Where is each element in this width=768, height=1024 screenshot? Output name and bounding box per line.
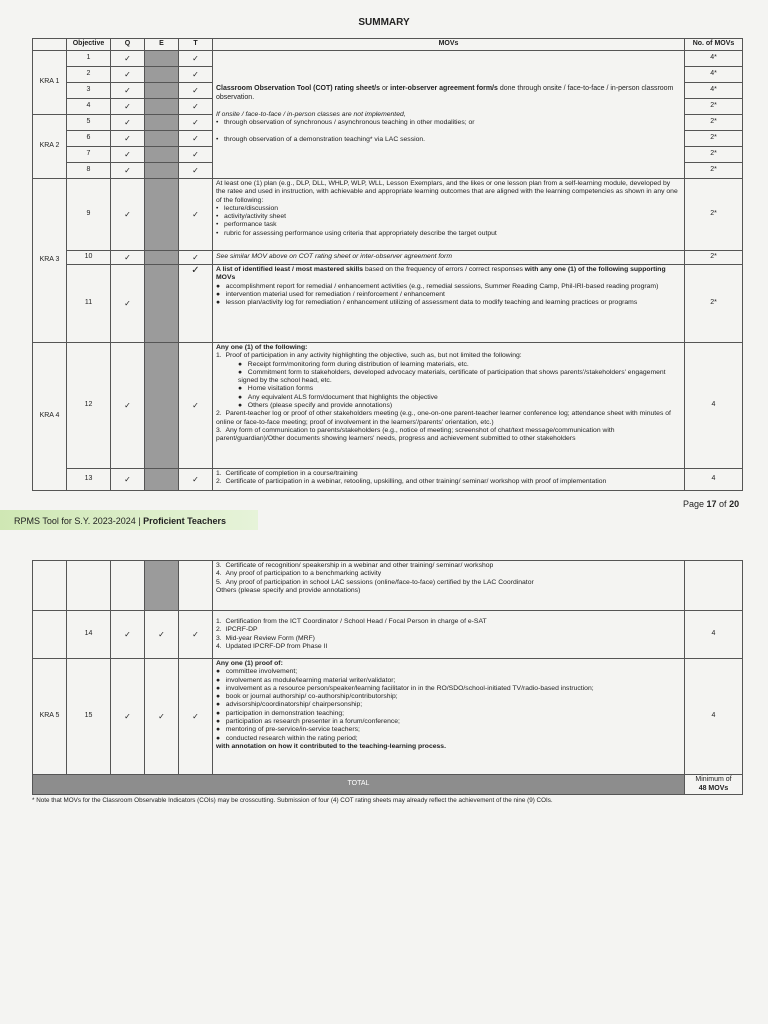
total-label: TOTAL: [33, 775, 685, 795]
obj12-sub-text: Home visitation forms: [247, 385, 314, 393]
cot-bullet-1: • through observation of synchronous / asynchronous teaching in other modalities; or: [216, 119, 475, 127]
obj12-n3: 3. Any form of communication to parents/stakeholders (e.g., notice of meeting; screenshot of chat/text message/communication with parent/guardian)/Other documents showing learners' needs, progress and achievement submitted to other stakeholders: [216, 426, 615, 443]
obj15-head: Any one (1) proof of:: [216, 660, 283, 667]
obj11-item-text: intervention material used for remediation / reinforcement / enhancement: [225, 290, 445, 298]
cot-bullet-2-text: through observation of a demonstration teaching* via LAC session.: [224, 135, 426, 143]
e-cell: [145, 67, 179, 83]
kra-label: KRA 1: [33, 51, 67, 115]
e-cell: [145, 163, 179, 179]
page-title: SUMMARY: [358, 17, 410, 28]
obj14-item-text: Mid-year Review Form (MRF): [225, 634, 315, 642]
obj12-n3-text: Any form of communication to parents/stakeholders (e.g., notice of meeting; screenshot of chat/text message/communication with parent/guardian)/Other documents showing learners' needs, progress and achievement submitted to other stakeholders: [216, 426, 615, 443]
e-cell: [145, 99, 179, 115]
obj14-item-text: IPCRF-DP: [225, 626, 258, 634]
t-check: ✓: [179, 131, 213, 147]
obj11-item-text: accomplishment report for remedial / enhancement activities (e.g., remedial sessions, Summer Reading Camp, Phil-IRI-based reading program): [225, 282, 659, 290]
obj11-item-text: lesson plan/activity log for remediation / enhancement utilizing of assessment data to modify teaching and learning practices or programs: [225, 299, 638, 307]
obj9-item-text: lecture/discussion: [224, 204, 279, 212]
cont-item: 4. Any proof of participation to a benchmarking activity: [216, 570, 382, 578]
objective-number: 8: [67, 163, 111, 179]
cot-if-text: If onsite / face-to-face / in-person classes are not implemented,: [216, 111, 406, 119]
page-number: [683, 499, 739, 509]
objective-number: 9: [67, 179, 111, 251]
objective-number: 5: [67, 115, 111, 131]
blank-cell: [67, 561, 111, 611]
cot-rest: done through onsite / face-to-face / in-person classroom observation.: [216, 85, 674, 101]
cot-title: Classroom Observation Tool (COT) rating sheet/s: [216, 85, 381, 93]
obj13-movs-cell: [213, 469, 685, 491]
obj15-item: ● book or journal authorship/ co-authorship/contributorship;: [216, 693, 398, 701]
cont-item: 5. Any proof of participation in school LAC sessions (online/face-to-face) certified by the LAC Coordinator: [216, 578, 534, 586]
obj15-item-text: book or journal authorship/ co-authorship/contributorship;: [225, 693, 398, 701]
mov-count: 4*: [685, 67, 743, 83]
obj14-item-text: Updated IPCRF-DP from Phase II: [225, 642, 328, 650]
kra-label: KRA 2: [33, 115, 67, 179]
objective-number: 11: [67, 265, 111, 343]
q-check: ✓: [111, 99, 145, 115]
obj13-cont-cell: [213, 561, 685, 611]
blank-cell: [685, 561, 743, 611]
page-of: of: [716, 499, 730, 509]
obj9-movs-cell: [213, 179, 685, 251]
mov-count: 4: [685, 611, 743, 659]
q-check: ✓: [111, 115, 145, 131]
e-cell: [145, 469, 179, 491]
obj11-text-c: with any one (1) of the following supporting MOVs: [216, 266, 666, 282]
t-check: ✓: [179, 343, 213, 469]
obj15-item: ● advisorship/coordinatorship/ chairpersonship;: [216, 701, 363, 709]
obj12-sub: ● Others (please specify and provide annotations): [238, 401, 393, 409]
e-cell: [145, 343, 179, 469]
cot-movs-cell: [213, 51, 685, 179]
obj12-sub: ● Any equivalent ALS form/document that highlights the objective: [238, 393, 438, 401]
blank-cell: [111, 561, 145, 611]
blank-cell: [33, 611, 67, 659]
t-check: ✓: [179, 115, 213, 131]
mov-count: 2*: [685, 163, 743, 179]
t-check: ✓: [179, 99, 213, 115]
q-check: ✓: [111, 83, 145, 99]
obj15-item-text: conducted research within the rating period;: [225, 734, 358, 742]
summary-table: [32, 38, 743, 491]
obj11-text-b: based on the frequency of errors / correct responses: [363, 266, 525, 273]
objective-number: 10: [67, 251, 111, 265]
obj11-item: ● lesson plan/activity log for remediation / enhancement utilizing of assessment data to modify teaching and learning practices or programs: [216, 299, 638, 307]
cont-item-text: Any proof of participation in school LAC sessions (online/face-to-face) certified by the LAC Coordinator: [225, 578, 534, 586]
e-cell: [145, 251, 179, 265]
obj9-item-text: activity/activity sheet: [224, 213, 286, 221]
obj12-n2-text: Parent-teacher log or proof of other stakeholders meeting (e.g., one-on-one parent-teacher learner conference log; attendance sheet with minutes of online or face-to-face meeting; proof of involvement in the learners'/parents' orientation, etc.): [216, 410, 671, 426]
obj12-sub: ● Commitment form to stakeholders, developed advocacy materials, certificate of participation that shows parents'/stakeholders' engagement signed by the school head, etc.: [238, 368, 666, 385]
header-movs: MOVs: [213, 39, 685, 51]
obj11-item: ● accomplishment report for remedial / enhancement activities (e.g., remedial sessions, Summer Reading Camp, Phil-IRI-based reading program): [216, 282, 659, 290]
obj15-item: ● committee involvement;: [216, 668, 298, 676]
obj9-item-text: performance task: [224, 221, 277, 229]
obj12-n2: 2. Parent-teacher log or proof of other stakeholders meeting (e.g., one-on-one parent-teacher learner conference log; attendance sheet with minutes of online or face-to-face meeting; proof of involvement in the learners'/parents' orientation, etc.): [216, 410, 671, 426]
e-cell: [145, 83, 179, 99]
total-value: 48 MOVs: [698, 784, 729, 792]
obj12-head: Any one (1) of the following:: [216, 344, 308, 351]
obj14-item-text: Certification from the ICT Coordinator / School Head / Focal Person in charge of e-SAT: [225, 617, 487, 625]
t-check: ✓: [179, 469, 213, 491]
objective-number: 2: [67, 67, 111, 83]
mov-count: 2*: [685, 265, 743, 343]
t-check: ✓: [179, 67, 213, 83]
obj15-item: ● mentoring of pre-service/in-service teachers;: [216, 726, 360, 734]
obj12-n1-text: Proof of participation in any activity highlighting the objective, such as, but not limited the following:: [225, 352, 522, 360]
page-total: 20: [729, 499, 740, 509]
t-check: ✓: [179, 251, 213, 265]
blank-cell: [179, 561, 213, 611]
t-check: ✓: [179, 51, 213, 67]
t-check: ✓: [179, 179, 213, 251]
obj9-item: • rubric for assessing performance using criteria that appropriately describe the target output: [216, 229, 497, 237]
footer-text: [14, 516, 226, 526]
cont-others: Others (please specify and provide annotations): [216, 586, 361, 594]
total-min: Minimum of: [695, 776, 732, 784]
cot-bullet-1-text: through observation of synchronous / asynchronous teaching in other modalities; or: [224, 119, 475, 127]
obj10-text: See similar MOV above on COT rating sheet or inter-observer agreement form: [213, 251, 685, 265]
obj15-item-text: involvement as a resource person/speaker/learning facilitator in in the RO/SDO/school-initiated TV/radio-based instruction;: [225, 684, 594, 692]
blank-cell: [33, 561, 67, 611]
t-check: ✓: [179, 83, 213, 99]
header-q: Q: [111, 39, 145, 51]
kra-label: KRA 4: [33, 343, 67, 491]
obj15-item-text: mentoring of pre-service/in-service teachers;: [225, 726, 360, 734]
t-check: ✓: [179, 659, 213, 775]
cot-bullet-2: • through observation of a demonstration teaching* via LAC session.: [216, 135, 426, 143]
mov-count: 2*: [685, 147, 743, 163]
kra-label: KRA 5: [33, 659, 67, 775]
mov-count: 2*: [685, 179, 743, 251]
header-blank: [33, 39, 67, 51]
obj12-sub-text: Commitment form to stakeholders, developed advocacy materials, certificate of participation that shows parents'/stakeholders' engagement signed by the school head, etc.: [238, 368, 666, 385]
footnote: * Note that MOVs for the Classroom Observable Indicators (COIs) may be crosscutting. Submission of four (4) COT rating sheets may already reflect the achievement of the nine (9) COIs.: [32, 797, 553, 804]
obj9-item: • performance task: [216, 221, 277, 229]
summary-table-continued: [32, 560, 743, 795]
objective-number: 14: [67, 611, 111, 659]
obj15-item: ● conducted research within the rating period;: [216, 734, 358, 742]
e-cell: [145, 147, 179, 163]
total-value-cell: [685, 775, 743, 795]
header-objective: Objective: [67, 39, 111, 51]
objective-number: 13: [67, 469, 111, 491]
q-check: ✓: [111, 179, 145, 251]
mov-count: 4*: [685, 51, 743, 67]
obj14-item: 1. Certification from the ICT Coordinator / School Head / Focal Person in charge of e-SAT: [216, 617, 487, 625]
obj9-item: • lecture/discussion: [216, 204, 279, 212]
obj14-item: 3. Mid-year Review Form (MRF): [216, 634, 315, 642]
obj15-movs-cell: [213, 659, 685, 775]
objective-number: 3: [67, 83, 111, 99]
t-check: ✓: [179, 611, 213, 659]
e-cell: [145, 561, 179, 611]
e-cell: [145, 179, 179, 251]
obj14-item: 4. Updated IPCRF-DP from Phase II: [216, 642, 328, 650]
t-check: ✓: [179, 265, 213, 343]
obj15-item-text: involvement as module/learning material writer/validator;: [225, 676, 396, 684]
kra-label: KRA 3: [33, 179, 67, 343]
t-check: ✓: [179, 147, 213, 163]
mov-count: 4: [685, 659, 743, 775]
obj13-item: 1. Certificate of completion in a course/training: [216, 470, 358, 477]
footer-left: RPMS Tool for S.Y. 2023-2024 |: [14, 516, 144, 526]
obj15-item: ● participation in demonstration teaching;: [216, 709, 345, 717]
e-check: ✓: [145, 659, 179, 775]
objective-number: 15: [67, 659, 111, 775]
obj15-item-text: participation in demonstration teaching;: [225, 709, 345, 717]
obj14-item: 2. IPCRF-DP: [216, 626, 258, 634]
q-check: ✓: [111, 147, 145, 163]
obj15-tail: with annotation on how it contributed to the teaching-learning process.: [216, 742, 446, 750]
mov-count: 4: [685, 469, 743, 491]
obj14-movs-cell: [213, 611, 685, 659]
q-check: ✓: [111, 265, 145, 343]
e-cell: [145, 131, 179, 147]
obj9-item-text: rubric for assessing performance using criteria that appropriately describe the target output: [224, 229, 497, 237]
objective-number: 7: [67, 147, 111, 163]
obj12-sub: ● Home visitation forms: [238, 385, 314, 393]
mov-count: 2*: [685, 115, 743, 131]
obj15-item-text: participation as research presenter in a forum/conference;: [225, 717, 400, 725]
page-prefix: Page: [683, 499, 707, 509]
obj12-n1: 1. Proof of participation in any activity highlighting the objective, such as, but not limited the following:: [216, 352, 522, 360]
q-check: ✓: [111, 469, 145, 491]
obj15-item: ● participation as research presenter in a forum/conference;: [216, 717, 400, 725]
header-t: T: [179, 39, 213, 51]
obj12-movs-cell: [213, 343, 685, 469]
e-cell: [145, 265, 179, 343]
cont-item: 3. Certificate of recognition/ speakership in a webinar and other training/ seminar/ workshop: [216, 562, 494, 569]
cont-item-text: Any proof of participation to a benchmarking activity: [225, 570, 382, 578]
obj15-item: ● involvement as a resource person/speaker/learning facilitator in in the RO/SDO/school-initiated TV/radio-based instruction;: [216, 684, 594, 692]
objective-number: 6: [67, 131, 111, 147]
q-check: ✓: [111, 163, 145, 179]
obj15-item-text: committee involvement;: [225, 668, 298, 676]
objective-number: 4: [67, 99, 111, 115]
e-cell: [145, 115, 179, 131]
e-check: ✓: [145, 611, 179, 659]
obj13-item-text: Certificate of completion in a course/training: [225, 470, 358, 477]
obj9-item: • activity/activity sheet: [216, 213, 286, 221]
mov-count: 2*: [685, 131, 743, 147]
obj12-sub-text: Any equivalent ALS form/document that highlights the objective: [247, 393, 438, 401]
obj11-item: ● intervention material used for remediation / reinforcement / enhancement: [216, 290, 445, 298]
q-check: ✓: [111, 611, 145, 659]
mov-count: 2*: [685, 251, 743, 265]
header-e: E: [145, 39, 179, 51]
q-check: ✓: [111, 251, 145, 265]
obj12-sub-text: Receipt form/monitoring form during distribution of learning materials, etc.: [247, 360, 469, 368]
cot-or: or: [380, 85, 391, 93]
objective-number: 12: [67, 343, 111, 469]
t-check: ✓: [179, 163, 213, 179]
mov-count: 4*: [685, 83, 743, 99]
obj12-sub: ● Receipt form/monitoring form during distribution of learning materials, etc.: [238, 360, 469, 368]
cot-main-text: [216, 85, 681, 102]
q-check: ✓: [111, 131, 145, 147]
q-check: ✓: [111, 343, 145, 469]
q-check: ✓: [111, 67, 145, 83]
obj13-item: 2. Certificate of participation in a webinar, retooling, upskilling, and other training/ seminar/ workshop with proof of implementation: [216, 478, 607, 486]
q-check: ✓: [111, 659, 145, 775]
obj11-movs-cell: [213, 265, 685, 343]
e-cell: [145, 51, 179, 67]
footer-bold: Proficient Teachers: [143, 516, 226, 526]
obj9-text: At least one (1) plan (e.g., DLP, DLL, WHLP, WLP, WLL, Lesson Exemplars, and the likes or one lesson plan from a self-learning module, developed by the ratee and used in instruction, with achievable and appropriate learning outcomes that are aligned with the learning competencies as shown in any one of the following:: [216, 180, 678, 204]
obj12-sub-text: Others (please specify and provide annotations): [247, 401, 393, 409]
cont-item-text: Certificate of recognition/ speakership in a webinar and other training/ seminar/ workshop: [225, 562, 494, 569]
obj13-item-text: Certificate of participation in a webinar, retooling, upskilling, and other training/ seminar/ workshop with proof of implementation: [225, 478, 607, 486]
mov-count: 4: [685, 343, 743, 469]
objective-number: 1: [67, 51, 111, 67]
obj15-item: ● involvement as module/learning material writer/validator;: [216, 676, 396, 684]
page-num: 17: [706, 499, 717, 509]
header-no-movs: No. of MOVs: [685, 39, 743, 51]
cot-iaf: inter-observer agreement form/s: [390, 85, 498, 93]
obj11-text-a: A list of identified least / most mastered skills: [216, 266, 364, 273]
obj11-text: [216, 266, 681, 283]
q-check: ✓: [111, 51, 145, 67]
mov-count: 2*: [685, 99, 743, 115]
obj15-item-text: advisorship/coordinatorship/ chairpersonship;: [225, 701, 363, 709]
